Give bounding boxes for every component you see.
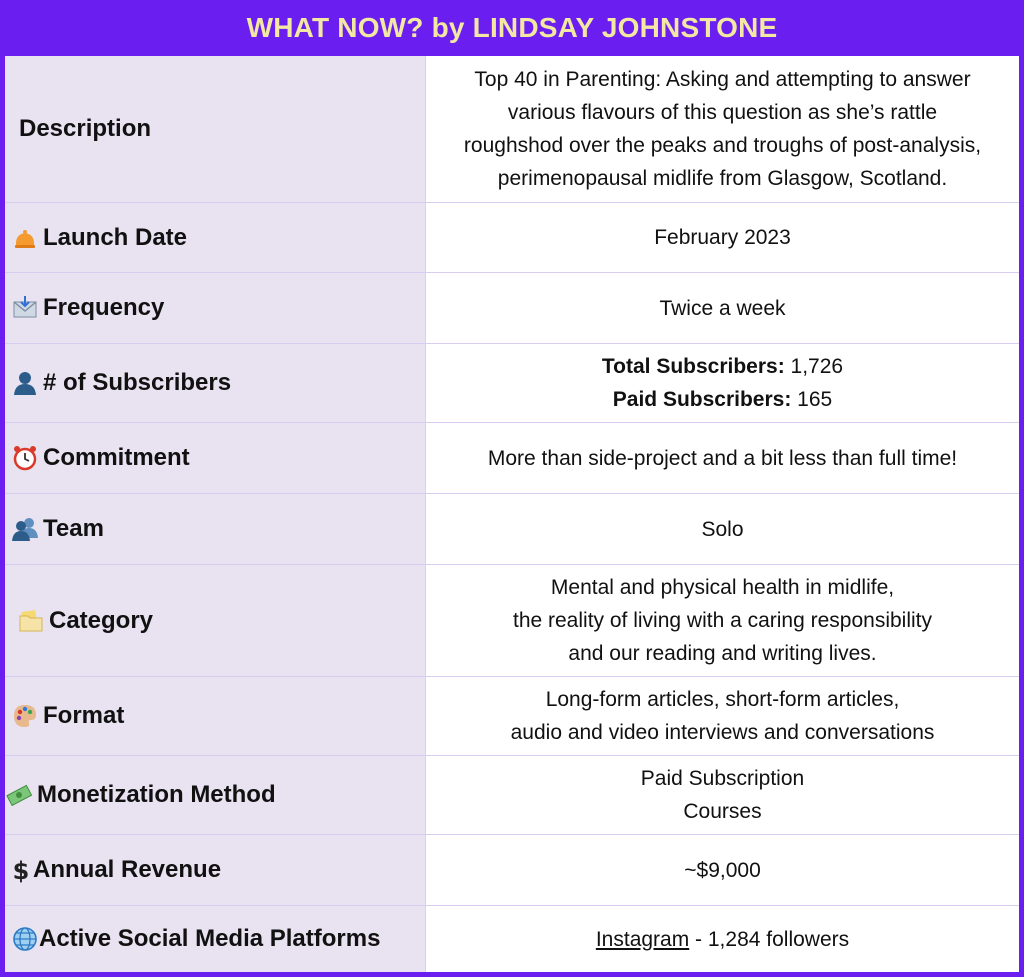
money-icon	[5, 781, 33, 809]
row-label: Launch Date	[43, 223, 188, 251]
folder-icon	[17, 607, 45, 635]
info-table	[5, 56, 1019, 972]
bell-icon	[11, 224, 39, 252]
row-commitment	[5, 423, 1019, 493]
row-value-cell	[426, 756, 1019, 834]
value-line: Twice a week	[659, 296, 786, 320]
value-line: Courses	[683, 800, 762, 823]
row-label-cell	[5, 423, 426, 493]
value-line: the reality of living with a caring responsibility	[512, 609, 933, 632]
row-label: Commitment	[43, 444, 190, 471]
row-label-cell	[5, 344, 426, 422]
people-icon	[11, 515, 39, 543]
globe-icon	[11, 925, 39, 953]
value-line	[596, 923, 849, 956]
value-line: Solo	[701, 517, 744, 541]
row-value-cell	[426, 565, 1019, 676]
value-line	[602, 350, 843, 383]
row-value-cell	[426, 273, 1019, 343]
row-label: Team	[43, 515, 104, 542]
value-line: roughshod over the peaks and troughs of post-analysis,	[463, 134, 982, 157]
row-label: Monetization Method	[37, 781, 276, 808]
row-value-cell	[426, 494, 1019, 564]
row-label-cell	[5, 677, 426, 755]
row-label: # of Subscribers	[43, 369, 232, 396]
person-icon	[11, 369, 39, 397]
page-title: WHAT NOW? by LINDSAY JOHNSTONE	[246, 12, 778, 43]
row-frequency	[5, 273, 1019, 343]
row-value-cell	[426, 423, 1019, 493]
value-line: and our reading and writing lives.	[568, 642, 877, 665]
row-label: Category	[49, 606, 154, 634]
value-key: Paid Subscribers:	[612, 388, 792, 411]
row-label: Annual Revenue	[33, 856, 222, 883]
row-value-cell	[426, 835, 1019, 905]
row-label-cell	[5, 494, 426, 564]
row-value-cell	[426, 344, 1019, 422]
row-value-cell	[426, 56, 1019, 202]
value-line: perimenopausal midlife from Glasgow, Scotland.	[497, 167, 948, 190]
envelope-icon	[11, 294, 39, 322]
row-label-cell	[5, 756, 426, 834]
row-category	[5, 565, 1019, 676]
value-line: Paid Subscription	[640, 767, 805, 790]
svg-text:$: $	[12, 857, 30, 883]
value-key: Total Subscribers:	[601, 355, 785, 378]
row-label-cell	[5, 56, 426, 202]
row-value-cell	[426, 677, 1019, 755]
row-format	[5, 677, 1019, 755]
row-value-cell	[426, 203, 1019, 272]
alarm-clock-icon	[11, 444, 39, 472]
row-label-cell	[5, 835, 426, 905]
value-line: Long-form articles, short-form articles,	[545, 688, 900, 711]
value-line: Mental and physical health in midlife,	[550, 576, 895, 599]
row-team	[5, 494, 1019, 564]
value-line: More than side-project and a bit less than full time!	[487, 446, 958, 470]
row-launch-date	[5, 203, 1019, 272]
row-annual-revenue	[5, 835, 1019, 905]
row-monetization-method	[5, 756, 1019, 834]
row-label-cell	[5, 906, 426, 972]
value-number: 1,726	[790, 355, 844, 378]
value-number: 165	[797, 388, 833, 411]
value-line: ~$9,000	[684, 858, 761, 882]
row-label: Frequency	[43, 294, 165, 321]
row-label-cell	[5, 565, 426, 676]
row-label-cell	[5, 203, 426, 272]
instagram-link[interactable]: Instagram	[595, 927, 690, 951]
value-line	[613, 383, 832, 416]
row-value-cell	[426, 906, 1019, 972]
header	[0, 0, 1024, 56]
value-line: Top 40 in Parenting: Asking and attempting to answer	[474, 68, 971, 91]
value-line: audio and video interviews and conversations	[510, 721, 935, 744]
row-description	[5, 56, 1019, 202]
followers-text: - 1,284 followers	[689, 927, 850, 951]
value-line: February 2023	[654, 226, 791, 249]
palette-icon	[11, 702, 39, 730]
row-label-cell	[5, 273, 426, 343]
row-label: Active Social Media Platforms	[39, 925, 381, 952]
row-label: Format	[43, 702, 125, 729]
row-social-media	[5, 906, 1019, 972]
dollar-icon	[11, 856, 31, 884]
value-line: various flavours of this question as she’s rattle	[507, 101, 938, 124]
row-label: Description	[19, 115, 152, 142]
row-subscribers	[5, 344, 1019, 422]
